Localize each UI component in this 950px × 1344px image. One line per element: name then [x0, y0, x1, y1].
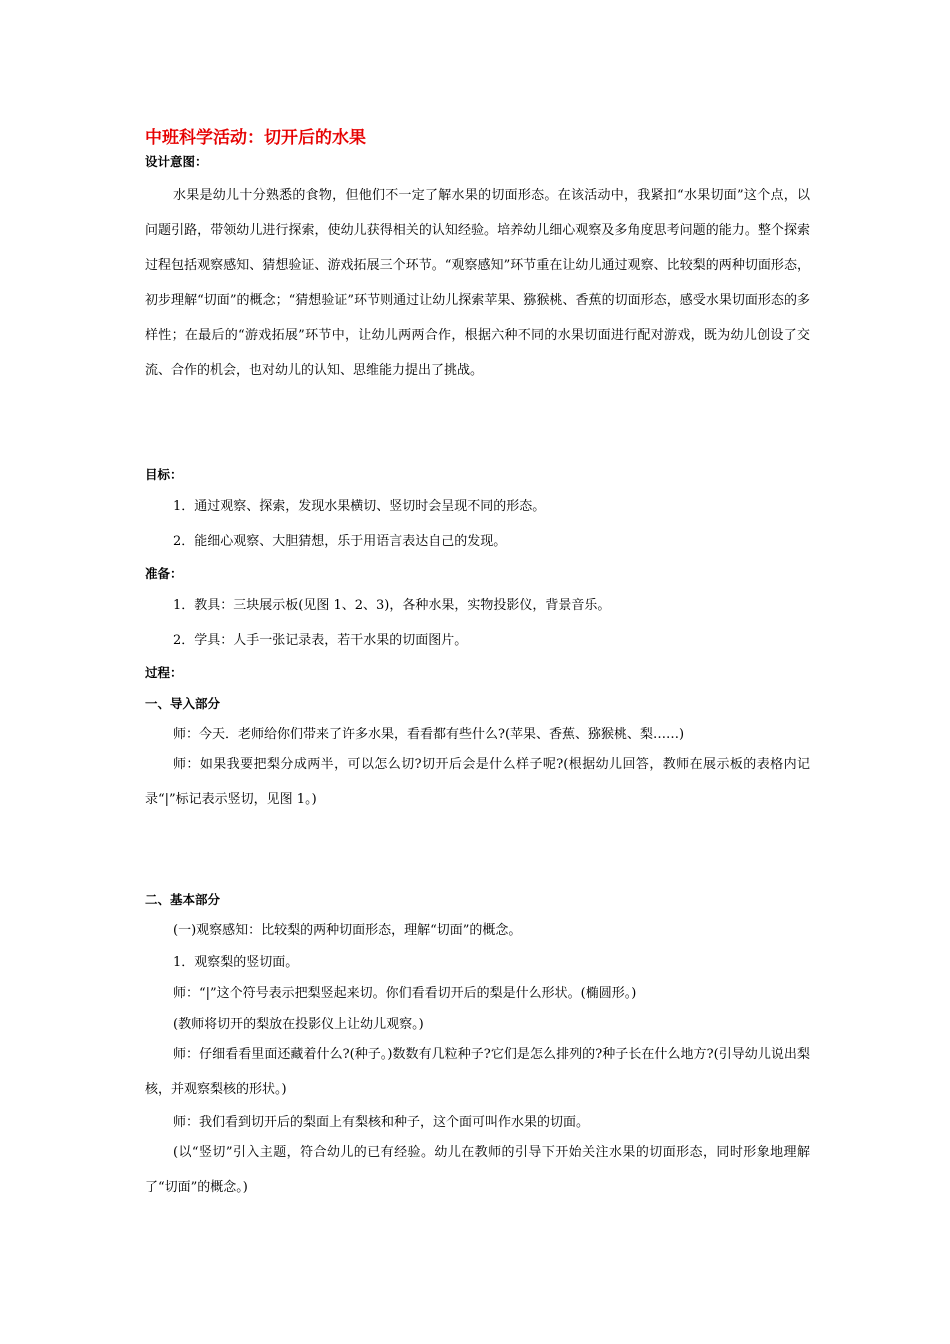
prep-heading: 准备： [145, 566, 183, 581]
part2-line-4: (教师将切开的梨放在投影仪上让幼儿观察。) [173, 1017, 424, 1032]
document-title: 中班科学活动：切开后的水果 [145, 128, 366, 148]
part1-paragraph: 师：如果我要把梨分成两半，可以怎么切?切开后会是什么样子呢?(根据幼儿回答，教师在展示板的表格内记录“|”标记表示竖切，见图 1。) [145, 757, 810, 807]
part2-heading: 二、基本部分 [145, 892, 221, 907]
goals-heading: 目标： [145, 467, 183, 482]
design-paragraph: 水果是幼儿十分熟悉的食物，但他们不一定了解水果的切面形态。在该活动中，我紧扣“水果切面”这个点，以问题引路，带领幼儿进行探索，使幼儿获得相关的认知经验。培养幼儿细心观察及多角度思考问题的能力。整个探索过程包括观察感知、猜想验证、游戏拓展三个环节。“观察感知”环节重在让幼儿通过观察、比较梨的两种切面形态，初步理解“切面”的概念；“猜想验证”环节则通过让幼儿探索苹果、猕猴桃、香蕉的切面形态，感受水果切面形态的多样性；在最后的“游戏拓展”环节中，让幼儿两两合作，根据六种不同的水果切面进行配对游戏，既为幼儿创设了交流、合作的机会，也对幼儿的认知、思维能力提出了挑战。 [145, 188, 810, 378]
document-page [145, 126, 810, 1205]
process-heading: 过程： [145, 665, 183, 680]
part2-line-3: 师：“|”这个符号表示把梨竖起来切。你们看看切开后的梨是什么形状。(椭圆形。) [173, 986, 637, 1001]
part2-line-1: (一)观察感知：比较梨的两种切面形态，理解“切面”的概念。 [173, 923, 522, 938]
part1-heading: 一、导入部分 [145, 696, 221, 711]
part2-paragraph-1: 师：仔细看看里面还藏着什么?(种子。)数数有几粒种子?它们是怎么排列的?种子长在什么地方?(引导幼儿说出梨核，并观察梨核的形状。) [145, 1047, 810, 1097]
prep-item-2: 2．学具：人手一张记录表，若干水果的切面图片。 [173, 633, 468, 648]
goal-item-2: 2．能细心观察、大胆猜想，乐于用语言表达自己的发现。 [173, 534, 507, 549]
part1-line-1: 师：今天．老师给你们带来了许多水果，看看都有些什么?(苹果、香蕉、猕猴桃、梨……) [173, 727, 685, 742]
goal-item-1: 1．通过观察、探索，发现水果横切、竖切时会呈现不同的形态。 [173, 499, 546, 514]
design-heading: 设计意图： [145, 154, 208, 169]
prep-item-1: 1．教具：三块展示板(见图 1、2、3)，各种水果，实物投影仪，背景音乐。 [173, 598, 611, 613]
part2-line-5: 师：我们看到切开后的梨面上有梨核和种子，这个面可叫作水果的切面。 [173, 1115, 590, 1130]
part2-line-2: 1．观察梨的竖切面。 [173, 955, 299, 970]
part2-paragraph-2: (以“竖切”引入主题，符合幼儿的已有经验。幼儿在教师的引导下开始关注水果的切面形态，同时形象地理解了“切面”的概念。) [145, 1145, 810, 1195]
